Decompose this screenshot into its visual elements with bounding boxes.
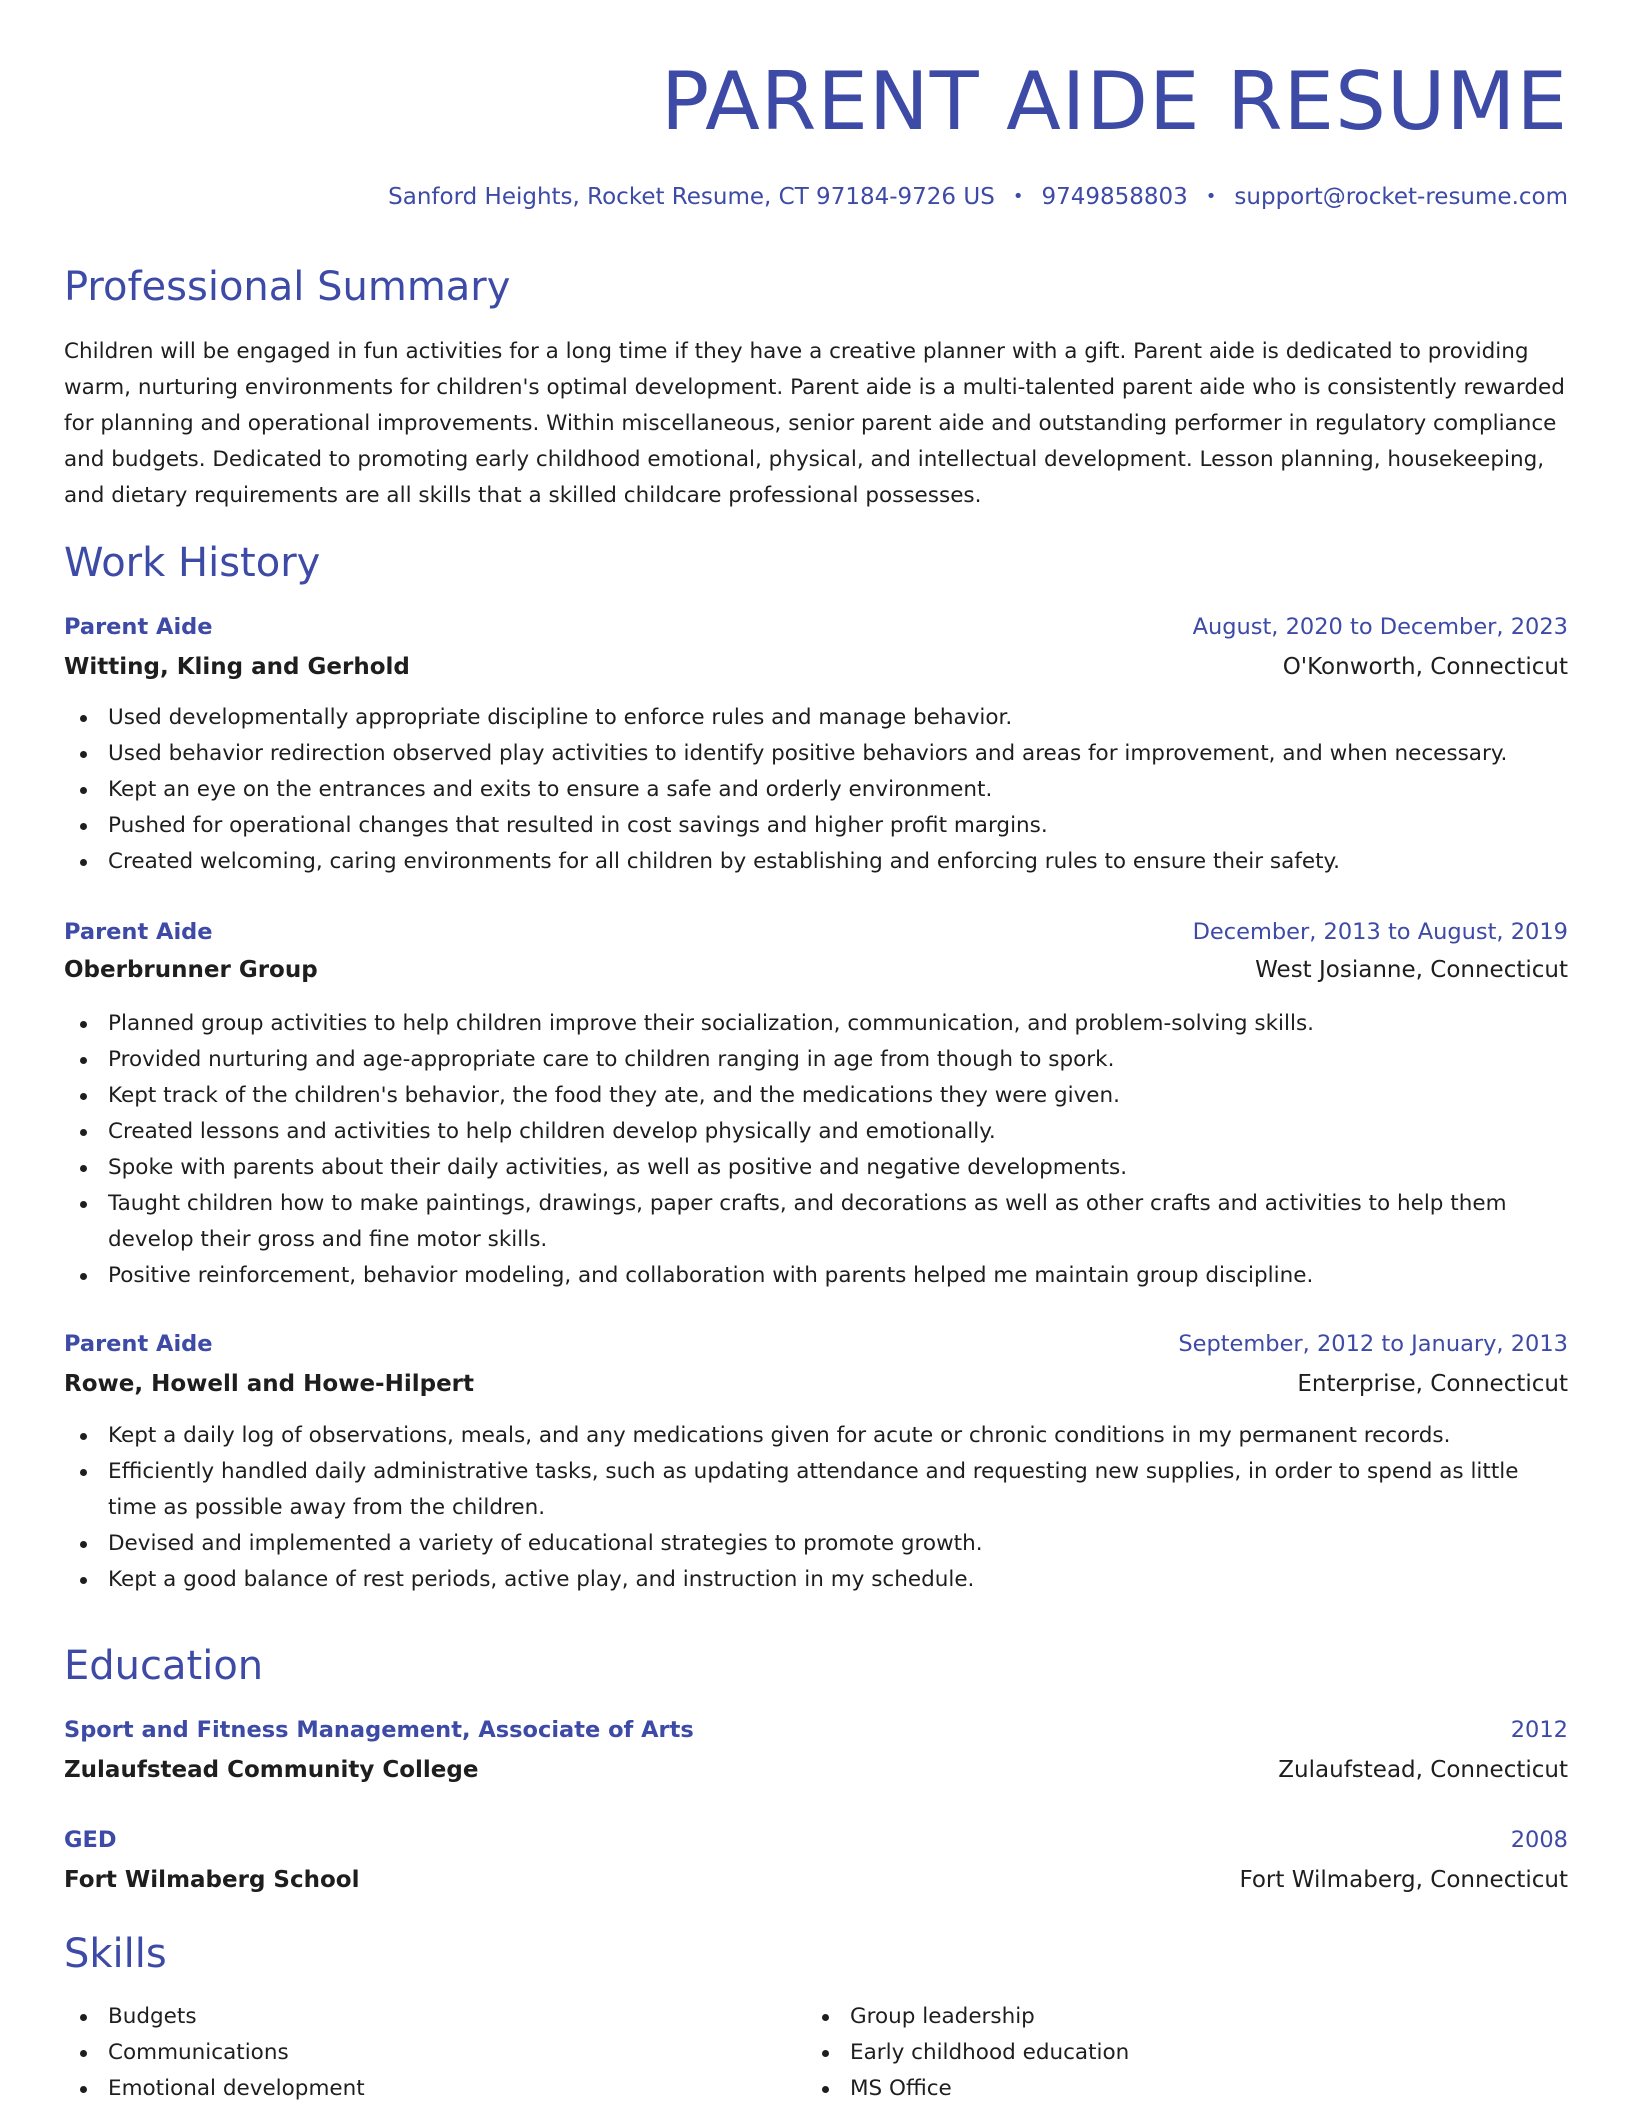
job-bullets [64, 1418, 1568, 1598]
skills-list-left [64, 1999, 365, 2107]
education-school: Fort Wilmaberg School [64, 1867, 360, 1893]
address-text: Sanford Heights, Rocket Resume, CT 97184-9726 US [388, 184, 995, 210]
job-bullets [64, 1006, 1568, 1294]
job-dates: September, 2012 to January, 2013 [1178, 1331, 1568, 1357]
skills-list-right [806, 1999, 1129, 2107]
job-company: Witting, Kling and Gerhold [64, 654, 410, 680]
list-item: Taught children how to make paintings, drawings, paper crafts, and decorations as well as other crafts and activities to help them develop their gross and fine motor skills. [64, 1186, 1568, 1258]
resume-page [64, 0, 1568, 2112]
list-item: Kept track of the children's behavior, the food they ate, and the medications they were given. [64, 1078, 1568, 1114]
education-degree: GED [64, 1827, 117, 1853]
list-item: Early childhood education [806, 2035, 1129, 2071]
job-header [64, 915, 1568, 949]
job-dates: August, 2020 to December, 2023 [1192, 614, 1568, 640]
job-bullets [64, 700, 1568, 880]
list-item: Kept a daily log of observations, meals, and any medications given for acute or chronic conditions in my permanent records. [64, 1418, 1568, 1454]
education-heading: Education [64, 1643, 264, 1689]
list-item: MS Office [806, 2071, 1129, 2107]
separator-dot: • [1012, 186, 1024, 207]
education-header [64, 1713, 1568, 1747]
list-item: Budgets [64, 1999, 365, 2035]
job-company-row [64, 650, 1568, 684]
education-year: 2008 [1510, 1827, 1568, 1853]
job-role: Parent Aide [64, 919, 213, 945]
job-role: Parent Aide [64, 1331, 213, 1357]
contact-line [388, 180, 1568, 214]
list-item: Used developmentally appropriate discipline to enforce rules and manage behavior. [64, 700, 1568, 736]
job-header [64, 1327, 1568, 1361]
list-item: Pushed for operational changes that resulted in cost savings and higher profit margins. [64, 808, 1568, 844]
list-item: Communications [64, 2035, 365, 2071]
job-dates: December, 2013 to August, 2019 [1192, 919, 1568, 945]
education-school: Zulaufstead Community College [64, 1757, 479, 1783]
summary-text: Children will be engaged in fun activities for a long time if they have a creative planner with a gift. Parent aide is dedicated to providing warm, nurturing environments for children's optimal development. Parent aide is a multi-talented parent aide who is consistently rewarded for planning and operational improvements. Within miscellaneous, senior parent aide and outstanding performer in regulatory compliance and budgets. Dedicated to promoting early childhood emotional, physical, and intellectual development. Lesson planning, housekeeping, and dietary requirements are all skills that a skilled childcare professional possesses. [64, 339, 1565, 508]
list-item: Kept a good balance of rest periods, active play, and instruction in my schedule. [64, 1562, 1568, 1598]
list-item: Used behavior redirection observed play activities to identify positive behaviors and areas for improvement, and when necessary. [64, 736, 1568, 772]
job-company: Oberbrunner Group [64, 957, 318, 983]
education-location: Zulaufstead, Connecticut [1278, 1757, 1568, 1783]
list-item: Spoke with parents about their daily activities, as well as positive and negative developments. [64, 1150, 1568, 1186]
job-company-row [64, 1367, 1568, 1401]
list-item: Emotional development [64, 2071, 365, 2107]
phone-text: 9749858803 [1041, 184, 1188, 210]
resume-title: PARENT AIDE RESUME [660, 55, 1568, 148]
list-item: Created welcoming, caring environments for all children by establishing and enforcing rules to ensure their safety. [64, 844, 1568, 880]
education-school-row [64, 1863, 1568, 1897]
list-item: Provided nurturing and age-appropriate care to children ranging in age from though to spork. [64, 1042, 1568, 1078]
job-location: O'Konworth, Connecticut [1282, 654, 1568, 680]
work-history-heading: Work History [64, 540, 321, 586]
education-header [64, 1823, 1568, 1857]
job-header [64, 610, 1568, 644]
education-degree: Sport and Fitness Management, Associate of Arts [64, 1717, 694, 1743]
education-school-row [64, 1753, 1568, 1787]
list-item: Planned group activities to help children improve their socialization, communication, and problem-solving skills. [64, 1006, 1568, 1042]
summary-heading: Professional Summary [64, 264, 511, 310]
job-role: Parent Aide [64, 614, 213, 640]
list-item: Positive reinforcement, behavior modeling, and collaboration with parents helped me maintain group discipline. [64, 1258, 1568, 1294]
job-company-row [64, 953, 1568, 987]
list-item: Kept an eye on the entrances and exits to ensure a safe and orderly environment. [64, 772, 1568, 808]
job-location: West Josianne, Connecticut [1255, 957, 1568, 983]
job-company: Rowe, Howell and Howe-Hilpert [64, 1371, 475, 1397]
list-item: Efficiently handled daily administrative tasks, such as updating attendance and requesting new supplies, in order to spend as little time as possible away from the children. [64, 1454, 1568, 1526]
skills-heading: Skills [64, 1931, 167, 1977]
email-link[interactable]: support@rocket-resume.com [1234, 184, 1568, 210]
list-item: Created lessons and activities to help children develop physically and emotionally. [64, 1114, 1568, 1150]
list-item: Devised and implemented a variety of educational strategies to promote growth. [64, 1526, 1568, 1562]
separator-dot: • [1205, 186, 1217, 207]
education-location: Fort Wilmaberg, Connecticut [1239, 1867, 1568, 1893]
job-location: Enterprise, Connecticut [1297, 1371, 1568, 1397]
list-item: Group leadership [806, 1999, 1129, 2035]
education-year: 2012 [1510, 1717, 1568, 1743]
